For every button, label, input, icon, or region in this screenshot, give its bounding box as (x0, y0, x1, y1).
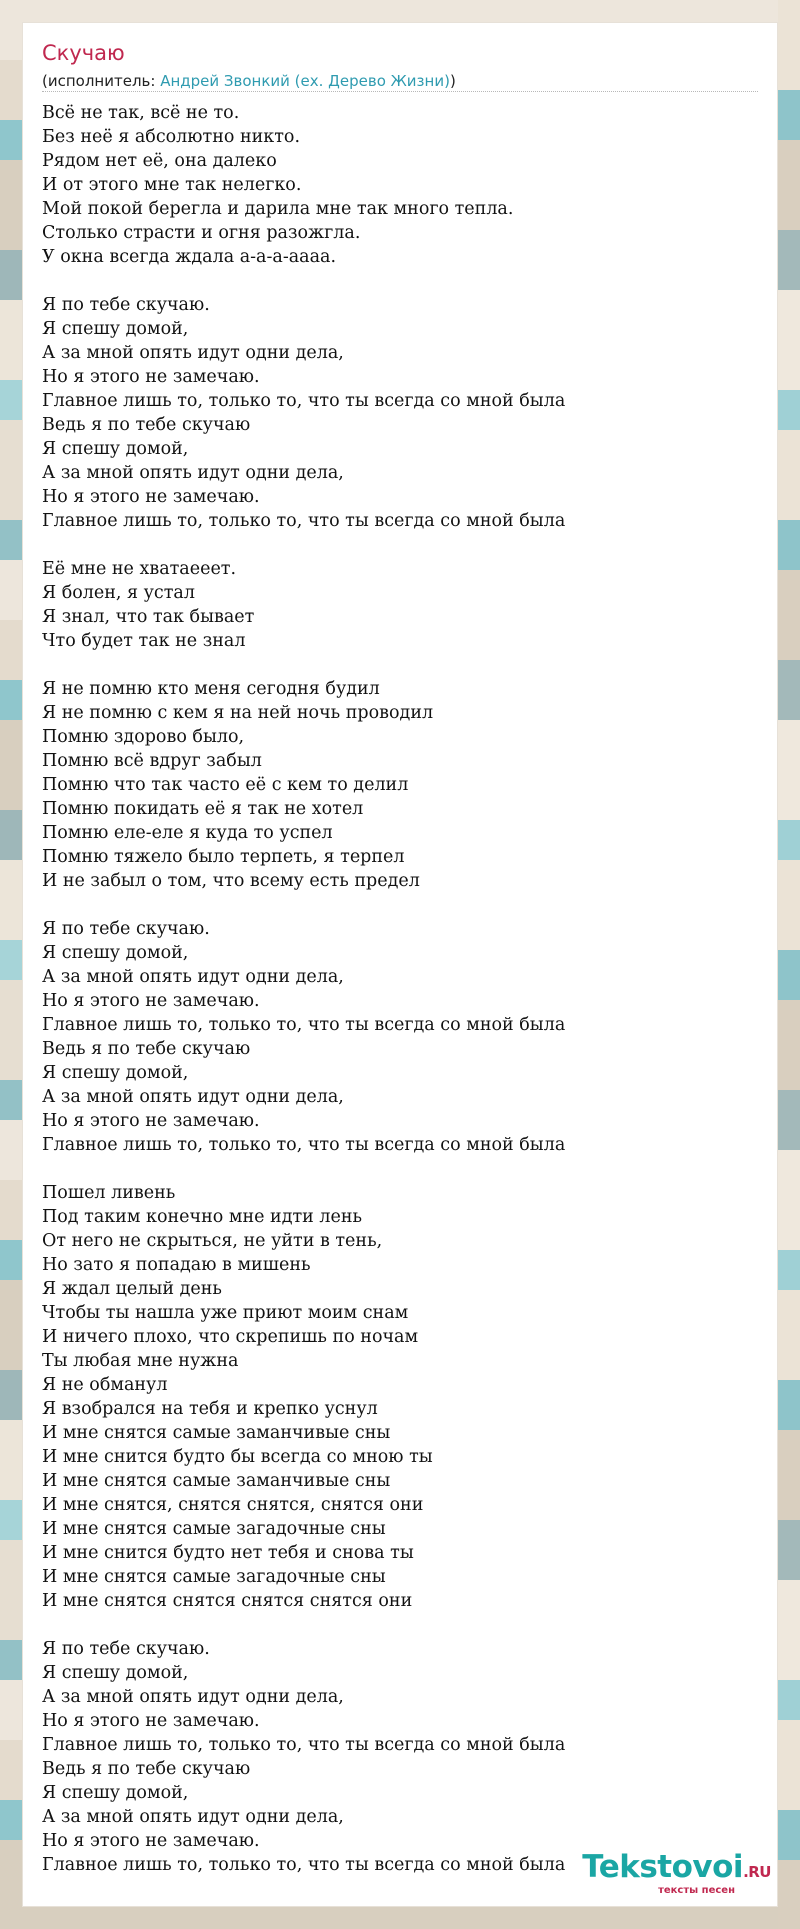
lyric-line: Но я этого не замечаю. (42, 1711, 260, 1731)
lyric-line: Я спешу домой, (42, 1663, 189, 1683)
lyric-line: Ведь я по тебе скучаю (42, 1039, 251, 1059)
lyric-line: От него не скрыться, не уйти в тень, (42, 1231, 383, 1251)
lyric-line: Главное лишь то, только то, что ты всегда со мной была (42, 511, 566, 531)
lyric-line: И мне снятся самые загадочные сны (42, 1567, 386, 1587)
lyric-line: А за мной опять идут одни дела, (42, 1087, 344, 1107)
stanza-break (42, 1157, 762, 1181)
lyric-line: Но я этого не замечаю. (42, 991, 260, 1011)
lyric-line: Помню покидать её я так не хотел (42, 799, 364, 819)
lyrics-text (42, 101, 762, 1877)
lyric-line: А за мной опять идут одни дела, (42, 967, 344, 987)
lyric-line: Помню всё вдруг забыл (42, 751, 262, 771)
lyric-line: Я не помню кто меня сегодня будил (42, 679, 380, 699)
lyric-line: Всё не так, всё не то. (42, 103, 240, 123)
lyric-line: А за мной опять идут одни дела, (42, 1807, 344, 1827)
lyrics-card (22, 22, 778, 1907)
logo-tagline: тексты песен (658, 1885, 735, 1896)
stanza-break (42, 653, 762, 677)
lyric-line: Помню еле-еле я куда то успел (42, 823, 333, 843)
lyric-line: А за мной опять идут одни дела, (42, 1687, 344, 1707)
lyric-line: Главное лишь то, только то, что ты всегда со мной была (42, 1015, 566, 1035)
song-title: Скучаю (42, 41, 125, 65)
performer-suffix: ) (449, 72, 456, 90)
lyric-line: И мне снятся снятся снятся снятся они (42, 1591, 413, 1611)
lyric-line: Я по тебе скучаю. (42, 295, 210, 315)
lyric-line: И мне снится будто бы всегда со мною ты (42, 1447, 433, 1467)
lyric-line: Главное лишь то, только то, что ты всегда со мной была (42, 1855, 566, 1875)
lyric-line: Без неё я абсолютно никто. (42, 127, 301, 147)
lyric-line: Я ждал целый день (42, 1279, 222, 1299)
lyric-line: И от этого мне так нелегко. (42, 175, 302, 195)
performer-prefix: (исполнитель: (42, 72, 161, 90)
lyric-line: Я спешу домой, (42, 1783, 189, 1803)
lyric-line: Главное лишь то, только то, что ты всегда со мной была (42, 1735, 566, 1755)
lyric-line: У окна всегда ждала а-а-а-аааа. (42, 247, 337, 267)
lyric-line: Рядом нет её, она далеко (42, 151, 277, 171)
lyric-line: Я не помню с кем я на ней ночь проводил (42, 703, 434, 723)
lyric-line: Под таким конечно мне идти лень (42, 1207, 363, 1227)
lyric-line: И мне снятся самые загадочные сны (42, 1519, 386, 1539)
lyric-line: Но зато я попадаю в мишень (42, 1255, 311, 1275)
lyric-line: Главное лишь то, только то, что ты всегда со мной была (42, 391, 566, 411)
lyric-line: И мне снятся самые заманчивые сны (42, 1423, 391, 1443)
lyric-line: Чтобы ты нашла уже приют моим снам (42, 1303, 409, 1323)
lyric-line: А за мной опять идут одни дела, (42, 343, 344, 363)
logo-name: Tekstovoi (582, 1849, 744, 1885)
lyric-line: Мой покой берегла и дарила мне так много тепла. (42, 199, 514, 219)
lyric-line: Её мне не хватаееет. (42, 559, 237, 579)
lyric-line: Я по тебе скучаю. (42, 919, 210, 939)
lyric-line: Я не обманул (42, 1375, 168, 1395)
performer-link[interactable]: Андрей Звонкий (ех. Дерево Жизни) (160, 72, 450, 90)
logo-tld: .RU (743, 1863, 771, 1881)
performer-line (42, 72, 758, 92)
site-logo[interactable] (582, 1849, 771, 1896)
lyric-line: Помню что так часто её с кем то делил (42, 775, 409, 795)
lyric-line: А за мной опять идут одни дела, (42, 463, 344, 483)
lyric-line: Я болен, я устал (42, 583, 195, 603)
lyric-line: Я спешу домой, (42, 943, 189, 963)
lyric-line: И ничего плохо, что скрепишь по ночам (42, 1327, 419, 1347)
lyric-line: Но я этого не замечаю. (42, 1111, 260, 1131)
stanza-break (42, 533, 762, 557)
lyric-line: Столько страсти и огня разожгла. (42, 223, 361, 243)
lyric-line: Главное лишь то, только то, что ты всегда со мной была (42, 1135, 566, 1155)
lyric-line: Помню тяжело было терпеть, я терпел (42, 847, 405, 867)
stanza-break (42, 269, 762, 293)
lyric-line: Но я этого не замечаю. (42, 487, 260, 507)
lyric-line: Что будет так не знал (42, 631, 246, 651)
lyric-line: И мне снится будто нет тебя и снова ты (42, 1543, 414, 1563)
lyric-line: Пошел ливень (42, 1183, 176, 1203)
lyric-line: И не забыл о том, что всему есть предел (42, 871, 420, 891)
lyric-line: Ведь я по тебе скучаю (42, 415, 251, 435)
lyric-line: Я знал, что так бывает (42, 607, 255, 627)
lyric-line: Я спешу домой, (42, 439, 189, 459)
lyric-line: Помню здорово было, (42, 727, 245, 747)
lyric-line: Я взобрался на тебя и крепко уснул (42, 1399, 378, 1419)
lyric-line: Я спешу домой, (42, 319, 189, 339)
stanza-break (42, 893, 762, 917)
lyric-line: Ведь я по тебе скучаю (42, 1759, 251, 1779)
lyric-line: Я по тебе скучаю. (42, 1639, 210, 1659)
lyric-line: Я спешу домой, (42, 1063, 189, 1083)
background-stripes (778, 0, 800, 1929)
lyric-line: Ты любая мне нужна (42, 1351, 239, 1371)
lyric-line: Но я этого не замечаю. (42, 367, 260, 387)
lyric-line: И мне снятся, снятся снятся, снятся они (42, 1495, 424, 1515)
lyric-line: И мне снятся самые заманчивые сны (42, 1471, 391, 1491)
lyric-line: Но я этого не замечаю. (42, 1831, 260, 1851)
stanza-break (42, 1613, 762, 1637)
